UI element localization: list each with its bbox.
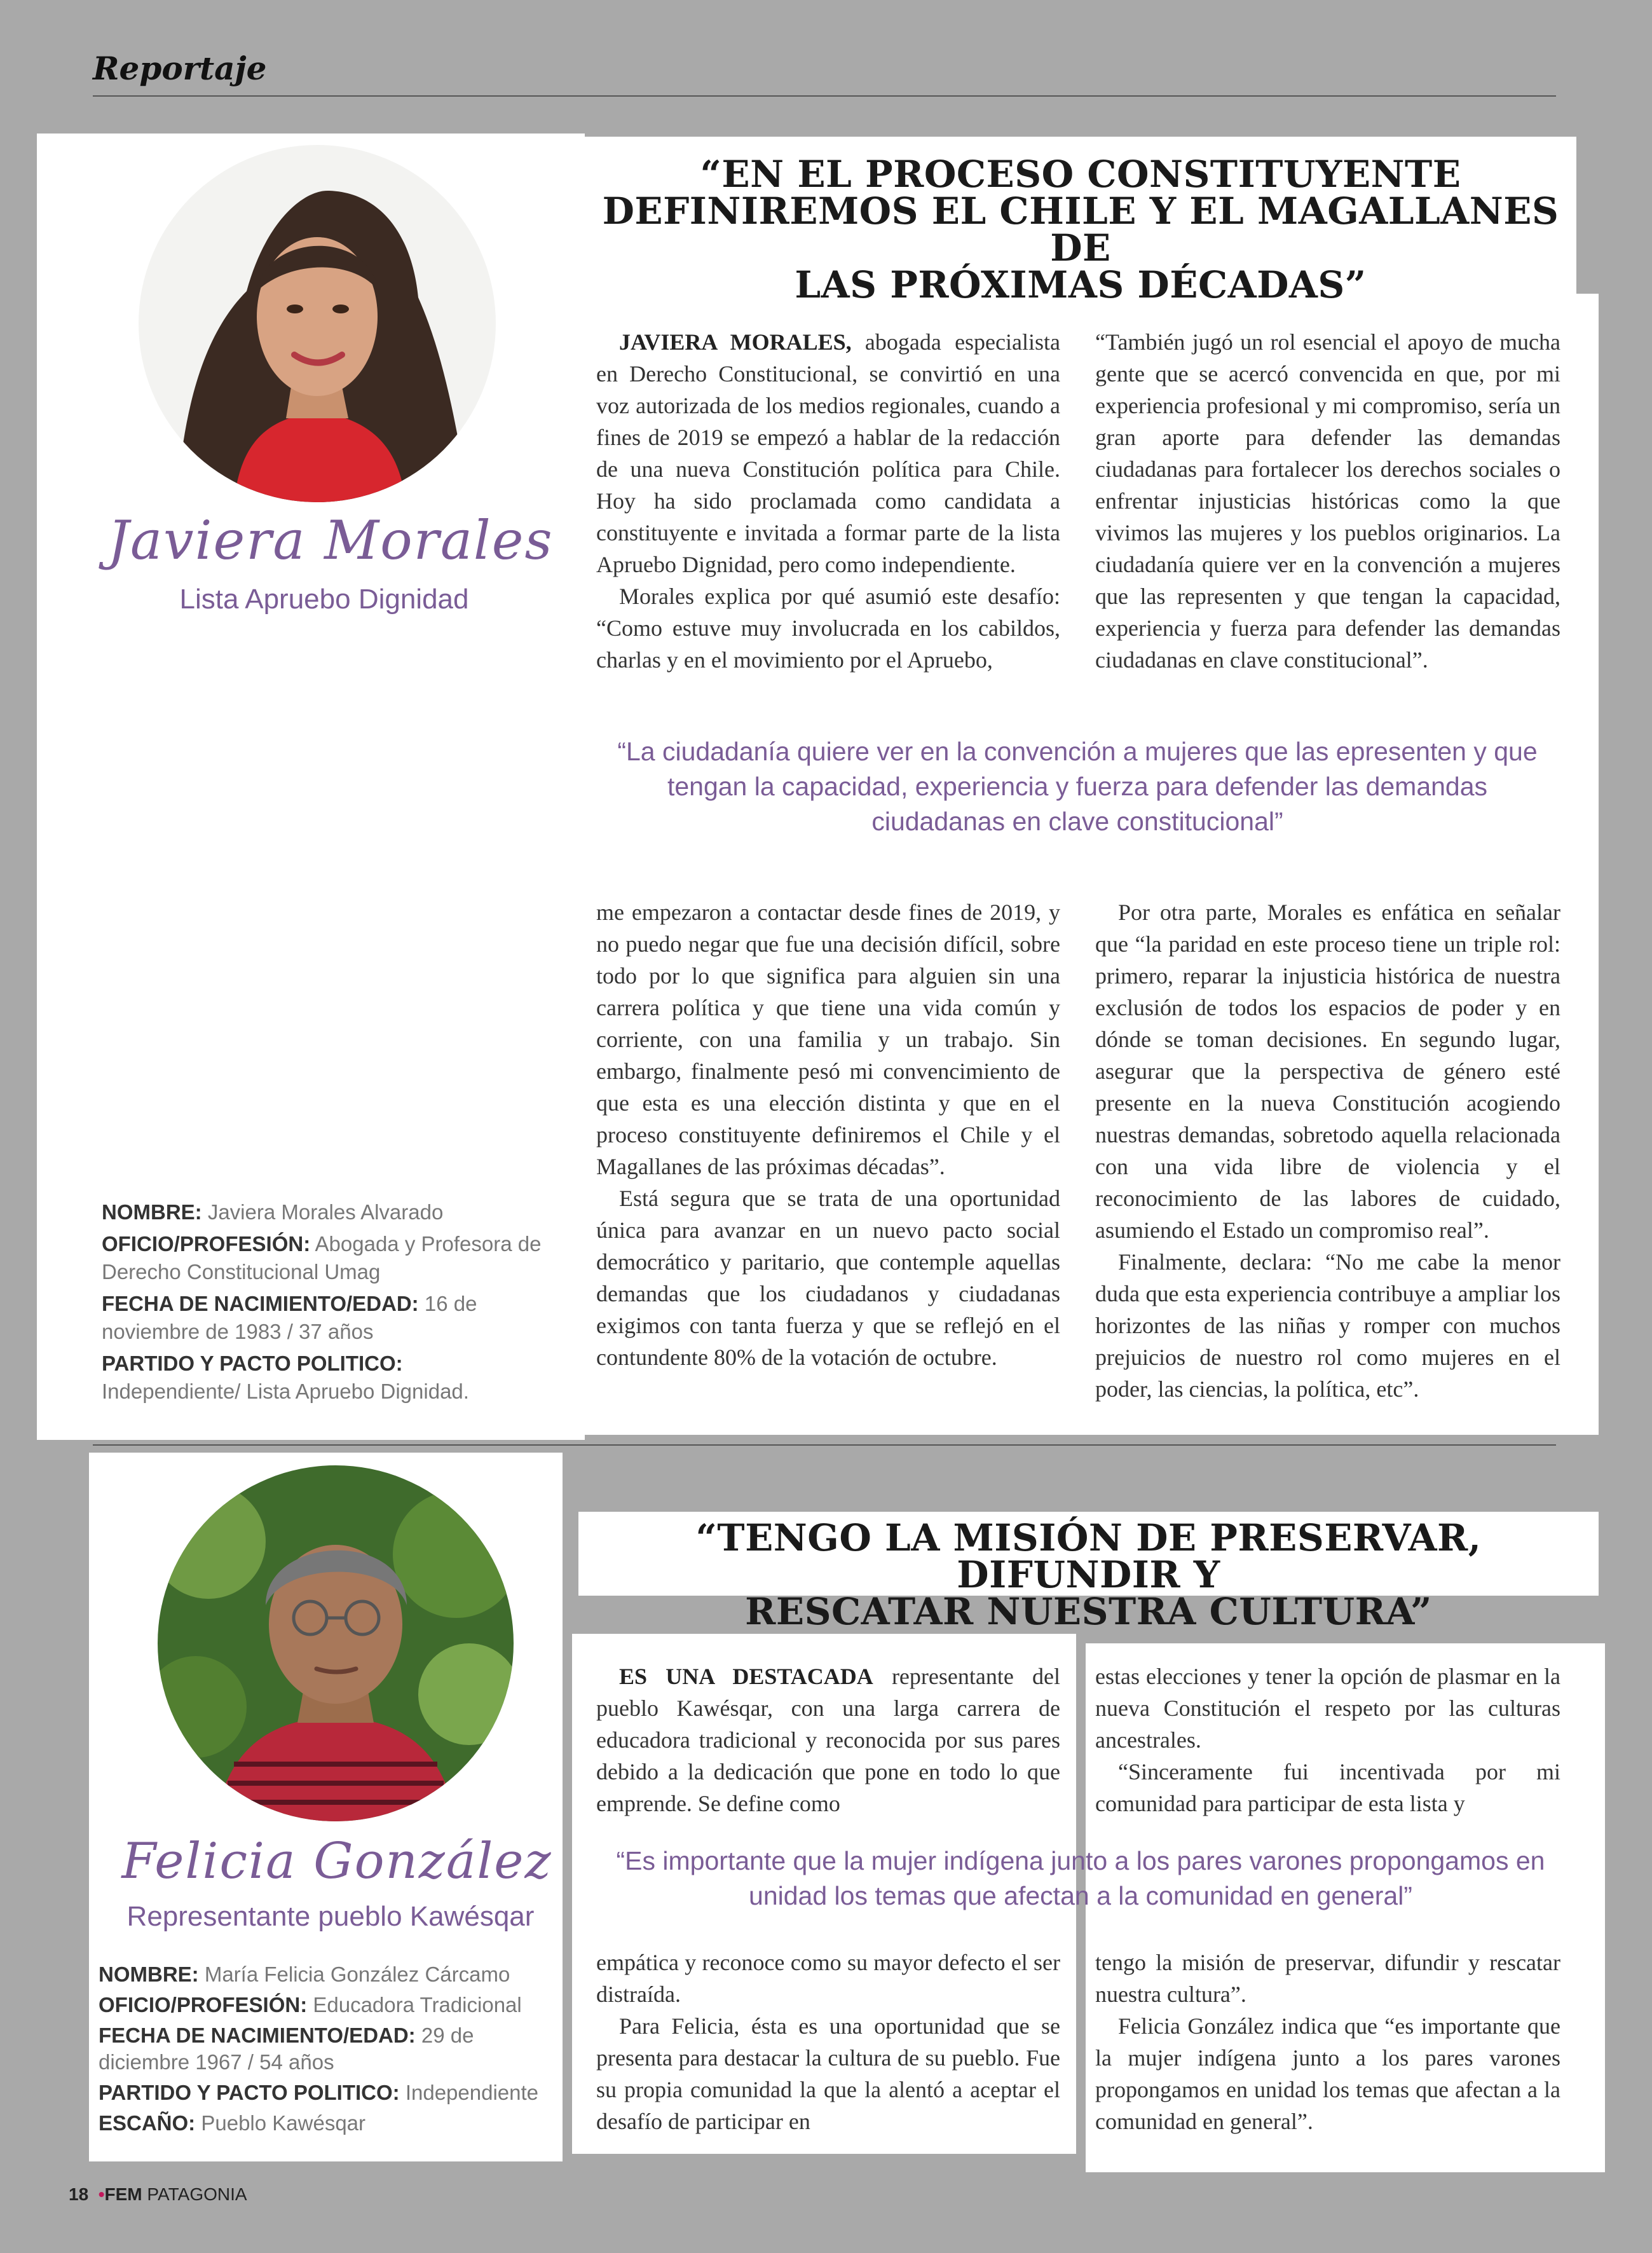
- profile1-headline-line-3: LAS PRÓXIMAS DÉCADAS”: [795, 263, 1367, 306]
- section-label: Reportaje: [93, 50, 267, 87]
- header-rule: [93, 95, 1556, 97]
- profile2-col1-bottom: [596, 1947, 1060, 2137]
- profile2-col2-top: [1095, 1661, 1560, 1819]
- profile1-col1-bottom-p2: Está segura que se trata de una oportunidad única para avanzar en un nuevo pacto social democrático y paritario, que contemple aquellas demandas que los ciudadanos y ciudadanas exigimos con tanta fuerza y que se reflejó en el contundente 80% de la votación de octubre.: [596, 1186, 1060, 1370]
- profile2-col1-top: [596, 1661, 1060, 1819]
- profile1-facts: [102, 1198, 547, 1409]
- profile2-col1-top-text: representante del pueblo Kawésqar, con una larga carrera de educadora tradicional y reconocida por sus pares debido a la dedicación que pone en todo lo que emprende. Se define como: [596, 1664, 1060, 1816]
- profile1-fact-party: PARTIDO Y PACTO POLITICO: Independiente/ Lista Apruebo Dignidad.: [102, 1352, 469, 1403]
- profile1-photo: [139, 145, 496, 502]
- profile2-col2-bottom-p1: tengo la misión de preservar, difundir y rescatar nuestra cultura”.: [1095, 1950, 1560, 2007]
- profile2-headline-line-2: RESCATAR NUESTRA CULTURA”: [745, 1590, 1432, 1633]
- profile2-col2-top-p1: estas elecciones y tener la opción de plasmar en la nueva Constitución el respeto por las culturas ancestrales.: [1095, 1664, 1560, 1753]
- profile2-fact-name: NOMBRE: María Felicia González Cárcamo: [99, 1962, 510, 1986]
- profile1-col1-top-p2: Morales explica por qué asumió este desafío: “Como estuve muy involucrada en los cabildos, charlas y en el movimiento por el Apruebo,: [596, 584, 1060, 673]
- footer-dot-icon: •: [93, 2184, 105, 2204]
- profile2-col1-bottom-p1: empática y reconoce como su mayor defecto el ser distraída.: [596, 1950, 1060, 2007]
- profile2-col1-bottom-p2: Para Felicia, ésta es una oportunidad que se presenta para destacar la cultura de su pueblo. Fue su propia comunidad la que la alentó a aceptar el desafío de participar en: [596, 2013, 1060, 2134]
- profile1-signature: Javiera Morales: [107, 509, 554, 572]
- profile2-fact-birth: FECHA DE NACIMIENTO/EDAD: 29 de diciembre 1967 / 54 años: [99, 2024, 474, 2074]
- profile1-col1-top-text: abogada especialista en Derecho Constitucional, se convirtió en una voz autorizada de los medios regionales, cuando a fines de 2019 se empezó a hablar de la redacción de una nueva Constitución política para Chile. Hoy ha sido proclamada como candidata a constituyente e invitada a formar parte de la lista Apruebo Dignidad, pero como independiente.: [596, 329, 1060, 577]
- profile1-col2-top-p1: “También jugó un rol esencial el apoyo de mucha gente que se acercó convencida en que, por mi experiencia profesional y mi compromiso, sería un gran aporte para defender las demandas ciudadanas para fortalecer los derechos sociales o enfrentar injusticias históricas como la que vivimos las mujeres y los pueblos originarios. La ciudadanía quiere ver en la convención a mujeres que las representen y que tengan la capacidad, experiencia y fuerza para defender las demandas ciudadanas en clave constitucional”.: [1095, 329, 1560, 673]
- profile2-col2-bottom: [1095, 1947, 1560, 2137]
- profile2-signature: Felicia González: [121, 1833, 552, 1890]
- profile1-headline: [588, 153, 1573, 306]
- profile1-col2-bottom-p2: Finalmente, declara: “No me cabe la menor duda que esta experiencia contribuye a ampliar los horizontes de las niñas y romper con muchos prejuicios de nuestro rol como mujeres en el poder, las ciencias, la política, etc”.: [1095, 1249, 1560, 1402]
- profile1-lead: JAVIERA MORALES,: [619, 329, 852, 355]
- profile1-col1-top: [596, 326, 1060, 676]
- profile2-col2-top-p2: “Sinceramente fui incentivada por mi comunidad para participar de esta lista y: [1095, 1759, 1560, 1816]
- profile2-pull-quote: “Es importante que la mujer indígena junto a los pares varones propongamos en unidad los temas que afectan a la comunidad en general”: [616, 1846, 1545, 1910]
- profile1-fact-birth: FECHA DE NACIMIENTO/EDAD: 16 de noviembre de 1983 / 37 años: [102, 1292, 477, 1343]
- profile1-headline-line-1: “EN EL PROCESO CONSTITUYENTE: [700, 153, 1461, 196]
- profile1-list-name: Lista Apruebo Dignidad: [179, 584, 469, 615]
- profile2-fact-party: PARTIDO Y PACTO POLITICO: Independiente: [99, 2081, 539, 2104]
- profile2-col2-bottom-p2: Felicia González indica que “es importante que la mujer indígena junto a los pares varones propongamos en unidad los temas que afectan a la comunidad en general”.: [1095, 2013, 1560, 2134]
- page-footer: [69, 2184, 247, 2205]
- profile2-fact-profession: OFICIO/PROFESIÓN: Educadora Tradicional: [99, 1993, 522, 2017]
- brand-bold: FEM: [104, 2184, 142, 2204]
- profile1-col2-top: [1095, 326, 1560, 676]
- brand-name: PATAGONIA: [142, 2184, 247, 2204]
- profile2-facts: [99, 1961, 556, 2140]
- profile1-pull-quote: “La ciudadanía quiere ver en la convención a mujeres que las epresenten y que tengan la capacidad, experiencia y fuerza para defender las demandas ciudadanas en clave constitucional”: [617, 737, 1538, 836]
- profile1-fact-name: NOMBRE: Javiera Morales Alvarado: [102, 1200, 444, 1224]
- profile2-subtitle: Representante pueblo Kawésqar: [126, 1901, 535, 1932]
- profile2-headline-line-1: “TENGO LA MISIÓN DE PRESERVAR, DIFUNDIR Y: [695, 1516, 1482, 1596]
- profile1-col2-bottom-p1: Por otra parte, Morales es enfática en señalar que “la paridad en este proceso tiene un triple rol: primero, reparar la injusticia histórica de nuestra exclusión de todos los espacios de poder y en dónde se toman decisiones. En segundo lugar, asegurar que la perspectiva de género esté presente en la nueva Constitución acogiendo nuestras demandas, sobretodo aquella relacionada con una vida libre de violencia y el reconocimiento de las labores de cuidado, asumiendo el Estado un compromiso real”.: [1095, 900, 1560, 1243]
- profile1-col1-bottom: [596, 896, 1060, 1373]
- profile1-col1-top-p1: [596, 326, 1060, 580]
- section-divider: [93, 1444, 1556, 1446]
- profile1-headline-line-2: DEFINIREMOS EL CHILE Y EL MAGALLANES DE: [602, 189, 1559, 270]
- profile2-photo: [158, 1465, 514, 1821]
- profile1-fact-profession: OFICIO/PROFESIÓN: Abogada y Profesora de Derecho Constitucional Umag: [102, 1232, 542, 1284]
- profile2-col1-top-p1: [596, 1661, 1060, 1819]
- profile2-lead: ES UNA DESTACADA: [619, 1664, 873, 1689]
- page-number: 18: [69, 2184, 89, 2204]
- profile2-fact-seat: ESCAÑO: Pueblo Kawésqar: [99, 2111, 366, 2135]
- profile2-headline: [582, 1516, 1595, 1633]
- profile1-col2-bottom: [1095, 896, 1560, 1405]
- profile1-col1-bottom-p1: me empezaron a contactar desde fines de 2019, y no puedo negar que fue una decisión difícil, sobre todo por lo que significa para alguien sin una carrera política y que tiene una vida común y corriente, con una familia y un trabajo. Sin embargo, finalmente pesó mi convencimiento de que esta es una elección distinta y que en el proceso constituyente definiremos el Chile y el Magallanes de las próximas décadas”.: [596, 900, 1060, 1179]
